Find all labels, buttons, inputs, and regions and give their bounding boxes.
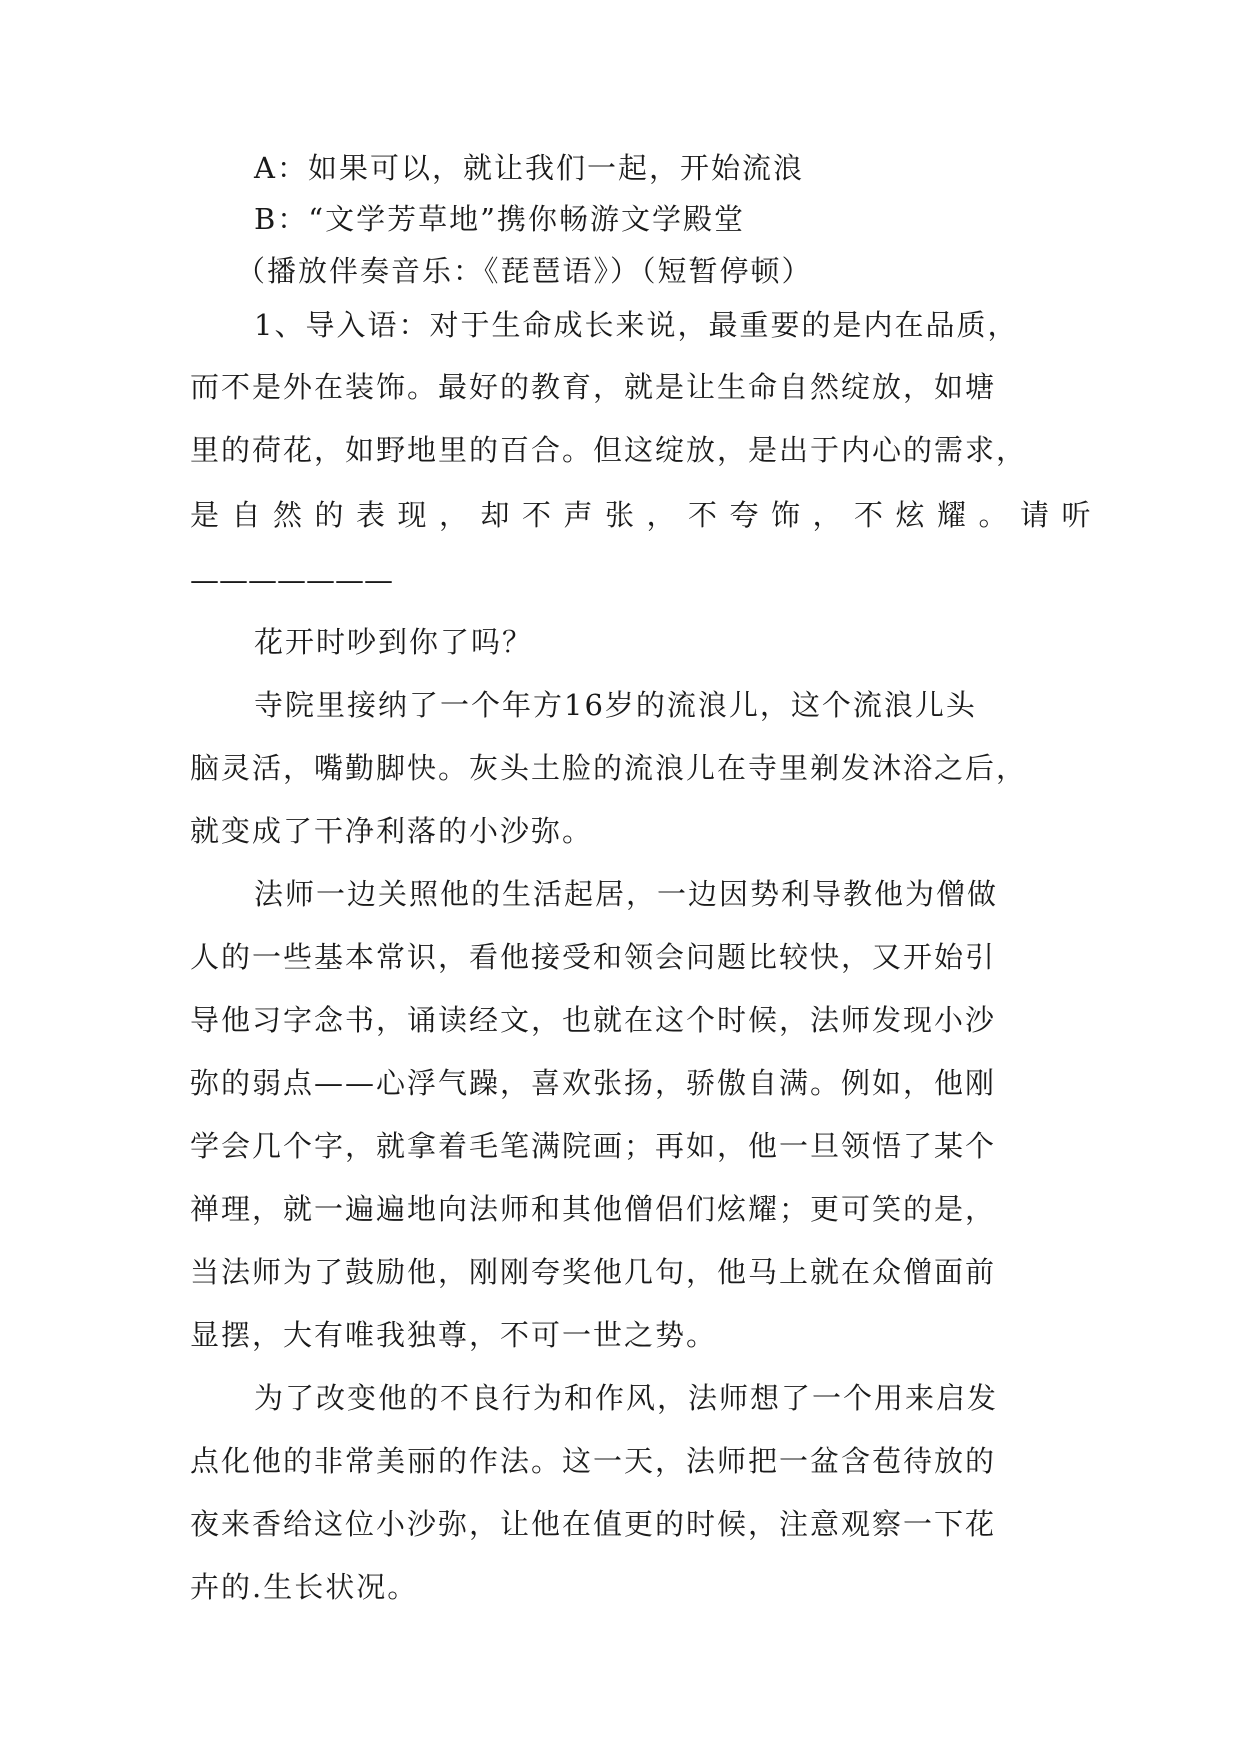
text-line: 学会几个字，就拿着毛笔满院画；再如，他一旦领悟了某个: [190, 1129, 997, 1163]
text-line: 卉的.生长状况。: [190, 1570, 419, 1604]
text-line: 导他习字念书，诵读经文，也就在这个时候，法师发现小沙: [190, 1003, 997, 1037]
text-line: 禅理，就一遍遍地向法师和其他僧侣们炫耀；更可笑的是，: [190, 1192, 997, 1226]
text-line: 人的一些基本常识，看他接受和领会问题比较快，又开始引: [190, 940, 997, 974]
text-line: 寺院里接纳了一个年方16岁的流浪儿，这个流浪儿头: [254, 688, 977, 722]
text-line: 夜来香给这位小沙弥，让他在值更的时候，注意观察一下花: [190, 1507, 997, 1541]
text-line: A：如果可以，就让我们一起，开始流浪: [254, 151, 804, 185]
text-line: 就变成了干净利落的小沙弥。: [190, 814, 594, 848]
text-line: 里的荷花，如野地里的百合。但这绽放，是出于内心的需求，: [190, 433, 1028, 467]
text-line: 弥的弱点——心浮气躁，喜欢张扬，骄傲自满。例如，他刚: [190, 1066, 997, 1100]
text-line: 为了改变他的不良行为和作风，法师想了一个用来启发: [254, 1381, 999, 1415]
text-line: 当法师为了鼓励他，刚刚夸奖他几句，他马上就在众僧面前: [190, 1255, 997, 1289]
text-line: 而不是外在装饰。最好的教育，就是让生命自然绽放，如塘: [190, 370, 997, 404]
text-line: ———————: [190, 563, 393, 597]
text-line: 显摆，大有唯我独尊，不可一世之势。: [190, 1318, 718, 1352]
text-line: 法师一边关照他的生活起居，一边因势利导教他为僧做: [254, 877, 999, 911]
text-line: （播放伴奏音乐：《琵琶语》）（短暂停顿）: [236, 254, 813, 288]
text-line: 点化他的非常美丽的作法。这一天，法师把一盆含苞待放的: [190, 1444, 997, 1478]
text-line: 1、导入语：对于生命成长来说，最重要的是内在品质，: [254, 308, 1019, 342]
text-line: 是自然的表现，却不声张，不夸饰，不炫耀。请听: [190, 498, 1104, 532]
text-line: 花开时吵到你了吗？: [254, 625, 534, 659]
text-line: B：“文学芳草地”携你畅游文学殿堂: [254, 202, 745, 236]
text-line: 脑灵活，嘴勤脚快。灰头土脸的流浪儿在寺里剃发沐浴之后，: [190, 751, 1028, 785]
